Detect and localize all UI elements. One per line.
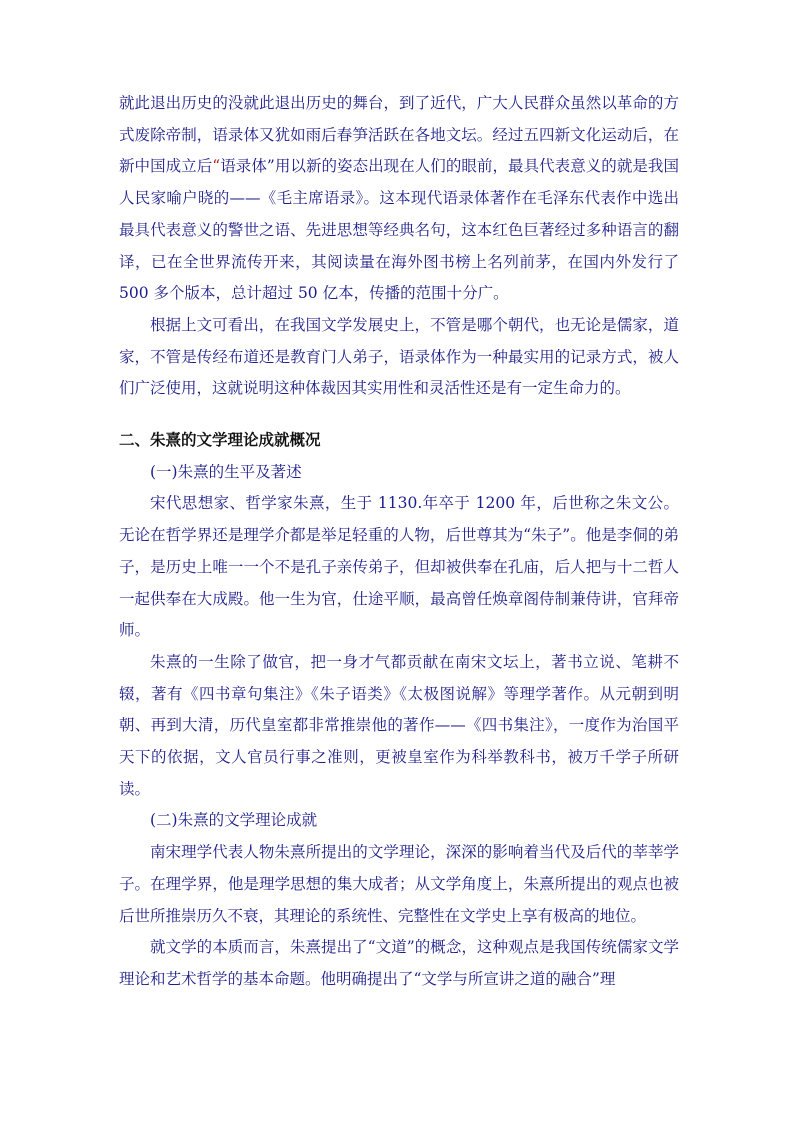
paragraph-5: 南宋理学代表人物朱熹所提出的文学理论，深深的影响着当代及后代的莘莘学子。在理学界，他是理学思想的集大成者；从文学角度上，朱熹所提出的观点也被后世所推崇历久不衰，其理论的系统性、完整性在文学史上享有极高的地位。 <box>119 843 679 925</box>
subheading-2: (二)朱熹的文学理论成就 <box>150 811 318 830</box>
paragraph-1-text-a: 就此退出历史的没就此退出历史的舞台，到了近代，广大人民群众虽然以革命的方式废除帝制，语录体又犹如雨后春笋活跃在各地文坛。经过五四新文化运动后，在新中国成立后 <box>119 94 679 176</box>
quote-close-mark: ” <box>266 157 275 176</box>
paragraph-1-text-c: 用以新的姿态出现在人们的眼前，最具代表意义的就是我国人民家喻户晓的——《毛主席语录》。这本现代语录体著作在毛泽东代表作中选出最具代表意义的警世之语、先进思想等经典名句，这本红色巨著经过多种语言的翻译，已在全世界流传开来，其阅读量在海外图书榜上名列前茅，在国内外发行了 500 多个版本，总计超过 50 亿本，传播的范围十分广。 <box>119 157 679 303</box>
document-page <box>119 88 679 996</box>
paragraph-2: 根据上文可看出，在我国文学发展史上，不管是哪个朝代，也无论是儒家，道家，不管是传经布道还是教育门人弟子，语录体作为一种最实用的记录方式，被人们广泛使用，这就说明这种体裁因其实用性和灵活性还是有一定生命力的。 <box>119 315 679 398</box>
paragraph-6: 就文学的本质而言，朱熹提出了“文道”的概念，这种观点是我国传统儒家文学理论和艺术哲学的基本命题。他明确提出了“文学与所宣讲之道的融合”理 <box>119 938 679 988</box>
paragraph-1-term: 语录体 <box>220 157 267 176</box>
paragraph-1 <box>119 88 679 310</box>
section-heading-2: 二、朱熹的文学理论成就概况 <box>119 431 321 450</box>
subheading-1: (一)朱熹的生平及著述 <box>150 462 302 481</box>
paragraph-4: 朱熹的一生除了做官，把一身才气都贡献在南宋文坛上，著书立说、笔耕不辍，著有《四书章句集注》《朱子语类》《太极图说解》等理学著作。从元朝到明朝、再到大清，历代皇室都非常推崇他的著作——《四书集注》，一度作为治国平天下的依据，文人官员行事之准则，更被皇室作为科举教科书，被万千学子所研读。 <box>119 652 679 798</box>
quote-open-mark: “ <box>212 157 221 176</box>
paragraph-3: 宋代思想家、哲学家朱熹，生于 1130.年卒于 1200 年，后世称之朱文公。无论在哲学界还是理学介都是举足轻重的人物，后世尊其为“朱子”。他是李侗的弟子，是历史上唯一一个不是孔子亲传弟子，但却被供奉在孔庙，后人把与十二哲人一起供奉在大成殿。他一生为官，仕途平顺，最高曾任焕章阁侍制兼侍讲，官拜帝师。 <box>119 494 679 640</box>
